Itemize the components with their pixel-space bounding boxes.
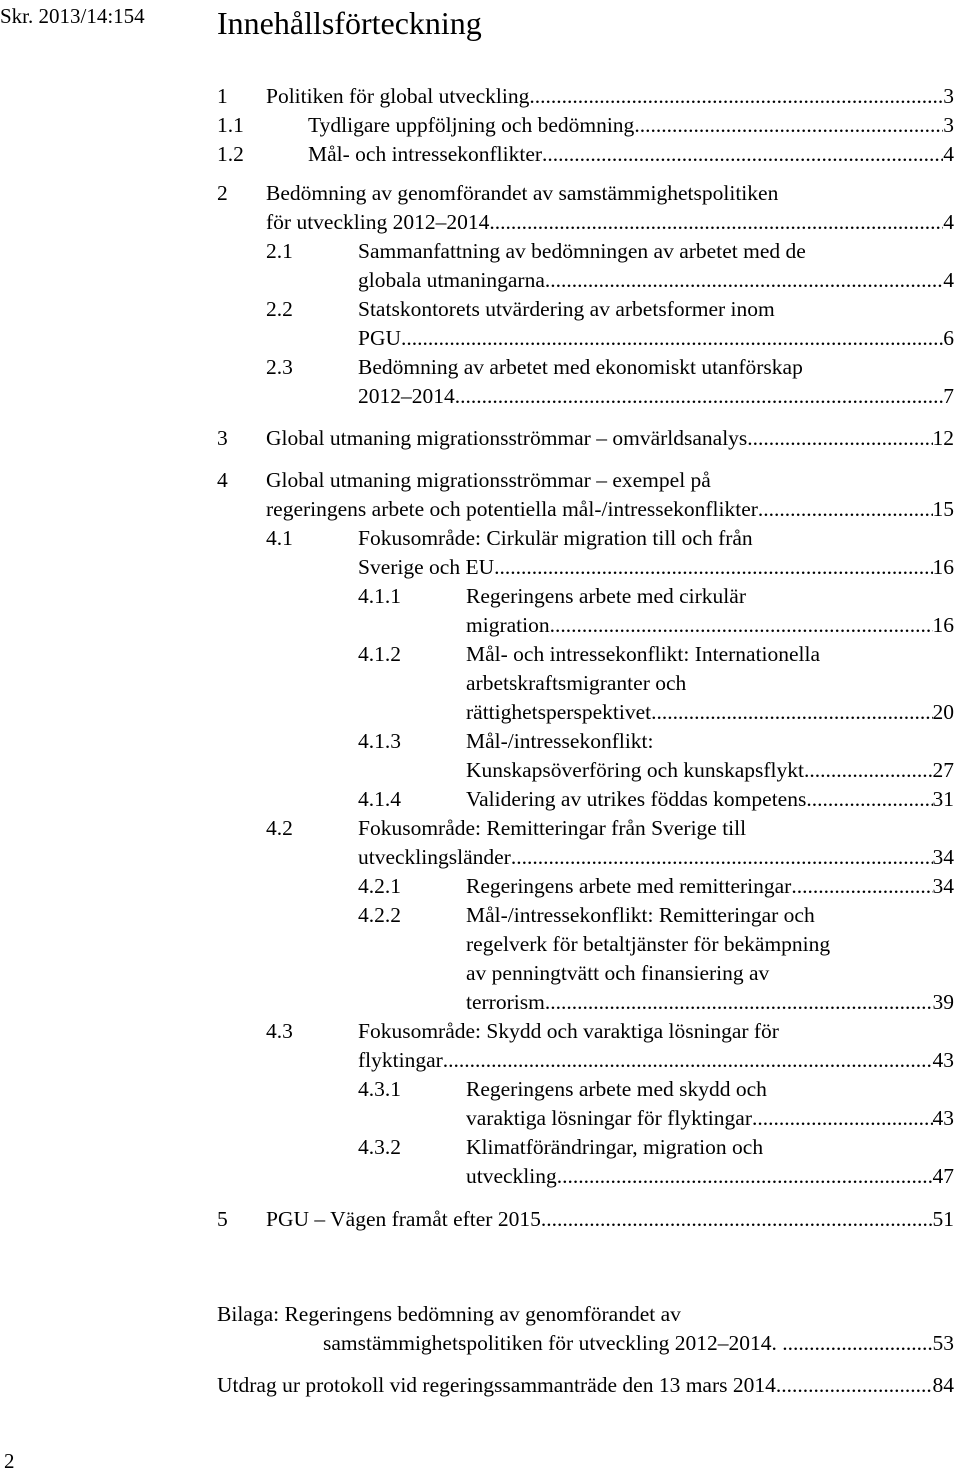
dot-leader bbox=[494, 553, 932, 582]
toc-entry-title: Utdrag ur protokoll vid regeringssammanträde den 13 mars 2014 bbox=[217, 1373, 776, 1397]
toc-entry-title: Mål-/intressekonflikt: bbox=[466, 729, 654, 753]
page-number: 2 bbox=[4, 1449, 15, 1473]
toc-entry-4-3[interactable] bbox=[266, 1017, 954, 1046]
toc-entry-title: 2012–2014 bbox=[358, 384, 455, 408]
dot-leader bbox=[788, 1329, 933, 1358]
toc-entry-2-2[interactable] bbox=[266, 295, 954, 324]
toc-entry-number: 2.2 bbox=[266, 297, 293, 321]
toc-entry-4-cont[interactable] bbox=[266, 495, 954, 524]
toc-entry-title: Kunskapsöverföring och kunskapsflykt bbox=[466, 758, 804, 782]
toc-entry-title: Global utmaning migrationsströmmar – omvärldsanalys bbox=[266, 426, 748, 450]
toc-page-number: 51 bbox=[932, 1207, 954, 1231]
toc-entry-number: 4.2.2 bbox=[358, 903, 401, 927]
dot-leader bbox=[401, 324, 943, 353]
toc-entry-1[interactable] bbox=[217, 82, 954, 111]
toc-entry-4-1-3-cont[interactable] bbox=[466, 756, 954, 785]
toc-page-number: 7 bbox=[943, 384, 954, 408]
toc-entry-number: 4.1.3 bbox=[358, 729, 401, 753]
toc-page-number: 53 bbox=[932, 1331, 954, 1355]
toc-page-number: 20 bbox=[932, 700, 954, 724]
dot-leader bbox=[804, 756, 933, 785]
toc-entry-number: 2 bbox=[217, 181, 228, 205]
toc-entry-title: PGU – Vägen framåt efter 2015 bbox=[266, 1207, 541, 1231]
toc-entry-title: utvecklingsländer bbox=[358, 845, 511, 869]
dot-leader bbox=[776, 1371, 933, 1400]
toc-entry-4-1[interactable] bbox=[266, 524, 954, 553]
dot-leader bbox=[791, 872, 932, 901]
toc-entry-title: Mål- och intressekonflikt: Internationella bbox=[466, 642, 821, 666]
dot-leader bbox=[752, 1104, 933, 1133]
document-reference: Skr. 2013/14:154 bbox=[0, 4, 145, 28]
toc-page-number: 4 bbox=[943, 268, 954, 292]
toc-entry-title: regelverk för betaltjänster för bekämpning bbox=[466, 932, 831, 956]
dot-leader bbox=[529, 82, 943, 111]
toc-entry-title: PGU bbox=[358, 326, 402, 350]
toc-entry-1-1[interactable] bbox=[217, 111, 954, 140]
toc-entry-title: utveckling bbox=[466, 1164, 557, 1188]
toc-entry-2-2-cont[interactable] bbox=[358, 324, 954, 353]
toc-entry-title: rättighetsperspektivet bbox=[466, 700, 652, 724]
toc-entry-number: 5 bbox=[217, 1207, 228, 1231]
toc-entry-title: arbetskraftsmigranter och bbox=[466, 671, 687, 695]
toc-entry-number: 4.3.1 bbox=[358, 1077, 401, 1101]
toc-entry-title: Fokusområde: Remitteringar från Sverige till bbox=[358, 816, 747, 840]
toc-page-number: 47 bbox=[932, 1164, 954, 1188]
toc-entry-title: Klimatförändringar, migration och bbox=[466, 1135, 764, 1159]
toc-entry-title: Statskontorets utvärdering av arbetsformer inom bbox=[358, 297, 775, 321]
dot-leader bbox=[747, 424, 932, 453]
toc-entry-4-1-3[interactable] bbox=[358, 727, 954, 756]
dot-leader bbox=[550, 611, 933, 640]
dot-leader bbox=[443, 1046, 933, 1075]
toc-page-number: 6 bbox=[943, 326, 954, 350]
dot-leader bbox=[634, 111, 943, 140]
toc-entry-4-3-2-cont[interactable] bbox=[466, 1162, 954, 1191]
toc-entry-number: 1 bbox=[217, 84, 228, 108]
toc-entry-4-1-1-cont[interactable] bbox=[466, 611, 954, 640]
dot-leader bbox=[541, 1205, 933, 1234]
toc-entry-number: 4 bbox=[217, 468, 228, 492]
toc-entry-title: Bilaga: Regeringens bedömning av genomförandet av bbox=[217, 1302, 681, 1326]
toc-entry-4-3-1-cont[interactable] bbox=[466, 1104, 954, 1133]
toc-entry-2-3[interactable] bbox=[266, 353, 954, 382]
toc-page-number: 43 bbox=[932, 1048, 954, 1072]
toc-entry-bilaga-cont[interactable] bbox=[323, 1329, 954, 1358]
toc-entry-bilaga[interactable] bbox=[217, 1300, 954, 1329]
toc-entry-number: 4.3.2 bbox=[358, 1135, 401, 1159]
toc-entry-title: Bedömning av genomförandet av samstämmighetspolitiken bbox=[266, 181, 779, 205]
toc-entry-number: 4.1.4 bbox=[358, 787, 401, 811]
toc-entry-title: Validering av utrikes föddas kompetens bbox=[466, 787, 807, 811]
toc-entry-4-3-1[interactable] bbox=[358, 1075, 954, 1104]
toc-page-number: 27 bbox=[932, 758, 954, 782]
dot-leader bbox=[511, 843, 933, 872]
toc-entry-number: 4.3 bbox=[266, 1019, 293, 1043]
toc-entry-title: terrorism bbox=[466, 990, 545, 1014]
toc-page-number: 15 bbox=[932, 497, 954, 521]
toc-entry-3[interactable] bbox=[217, 424, 954, 453]
toc-page-number: 4 bbox=[943, 210, 954, 234]
toc-entry-2-1[interactable] bbox=[266, 237, 954, 266]
toc-entry-number: 4.1 bbox=[266, 526, 293, 550]
toc-entry-number: 4.1.1 bbox=[358, 584, 401, 608]
toc-entry-4-1-2-cont2[interactable] bbox=[466, 698, 954, 727]
toc-entry-title: Sammanfattning av bedömningen av arbetet med de bbox=[358, 239, 806, 263]
toc-entry-4-1-2[interactable] bbox=[358, 640, 954, 669]
toc-entry-2-cont[interactable] bbox=[266, 208, 954, 237]
toc-entry-title: samstämmighetspolitiken för utveckling 2012–2014. . bbox=[323, 1331, 788, 1355]
toc-entry-2-3-cont[interactable] bbox=[358, 382, 954, 411]
toc-entry-number: 1.1 bbox=[217, 113, 244, 137]
toc-entry-title: Mål-/intressekonflikt: Remitteringar och bbox=[466, 903, 815, 927]
toc-entry-title: migration bbox=[466, 613, 550, 637]
dot-leader bbox=[455, 382, 944, 411]
toc-entry-title: Regeringens arbete med cirkulär bbox=[466, 584, 746, 608]
toc-entry-title: Tydligare uppföljning och bedömning bbox=[308, 113, 635, 137]
toc-entry-2[interactable] bbox=[217, 179, 954, 208]
toc-entry-4-2-2-cont3[interactable] bbox=[466, 988, 954, 1017]
toc-entry-number: 4.1.2 bbox=[358, 642, 401, 666]
toc-entry-title: av penningtvätt och finansiering av bbox=[466, 961, 770, 985]
toc-entry-4-1-4[interactable] bbox=[358, 785, 954, 814]
toc-page-number: 43 bbox=[932, 1106, 954, 1130]
toc-page-number: 3 bbox=[943, 113, 954, 137]
toc-entry-4-2-2[interactable] bbox=[358, 901, 954, 930]
toc-entry-title: regeringens arbete och potentiella mål-/intressekonflikter bbox=[266, 497, 758, 521]
toc-entry-4-3-cont[interactable] bbox=[358, 1046, 954, 1075]
page-title: Innehållsförteckning bbox=[217, 5, 482, 41]
toc-entry-4-3-2[interactable] bbox=[358, 1133, 954, 1162]
toc-entry-title: flyktingar bbox=[358, 1048, 443, 1072]
toc-entry-title: globala utmaningarna bbox=[358, 268, 545, 292]
toc-page-number: 12 bbox=[932, 426, 954, 450]
toc-page-number: 34 bbox=[932, 874, 954, 898]
toc-page-number: 84 bbox=[932, 1373, 954, 1397]
dot-leader bbox=[557, 1162, 933, 1191]
toc-entry-4[interactable] bbox=[217, 466, 954, 495]
toc-entry-title: Fokusområde: Skydd och varaktiga lösningar för bbox=[358, 1019, 779, 1043]
toc-entry-title: Mål- och intressekonflikter bbox=[308, 142, 543, 166]
toc-page-number: 16 bbox=[932, 613, 954, 637]
toc-entry-4-1-2-cont1[interactable] bbox=[466, 669, 954, 698]
toc-entry-1-2[interactable] bbox=[217, 140, 954, 169]
toc-entry-title: varaktiga lösningar för flyktingar bbox=[466, 1106, 752, 1130]
toc-entry-5[interactable] bbox=[217, 1205, 954, 1234]
toc-page-number: 4 bbox=[943, 142, 954, 166]
toc-entry-4-1-1[interactable] bbox=[358, 582, 954, 611]
dot-leader bbox=[542, 140, 943, 169]
dot-leader bbox=[545, 266, 943, 295]
toc-entry-title: Regeringens arbete med remitteringar bbox=[466, 874, 792, 898]
toc-entry-4-2-2-cont1[interactable] bbox=[466, 930, 954, 959]
toc-page-number: 3 bbox=[943, 84, 954, 108]
toc-entry-title: Global utmaning migrationsströmmar – exempel på bbox=[266, 468, 711, 492]
toc-entry-4-1-cont[interactable] bbox=[358, 553, 954, 582]
toc-page-number: 31 bbox=[932, 787, 954, 811]
toc-entry-4-2-1[interactable] bbox=[358, 872, 954, 901]
toc-entry-4-2[interactable] bbox=[266, 814, 954, 843]
toc-entry-number: 4.2 bbox=[266, 816, 293, 840]
toc-entry-title: Bedömning av arbetet med ekonomiskt utanförskap bbox=[358, 355, 803, 379]
toc-entry-number: 2.3 bbox=[266, 355, 293, 379]
dot-leader bbox=[651, 698, 932, 727]
toc-entry-number: 2.1 bbox=[266, 239, 293, 263]
toc-entry-title: Regeringens arbete med skydd och bbox=[466, 1077, 767, 1101]
dot-leader bbox=[545, 988, 933, 1017]
toc-page-number: 34 bbox=[932, 845, 954, 869]
toc-entry-title: Politiken för global utveckling bbox=[266, 84, 530, 108]
toc-entry-4-2-2-cont2[interactable] bbox=[466, 959, 954, 988]
toc-entry-title: Sverige och EU bbox=[358, 555, 495, 579]
toc-entry-number: 4.2.1 bbox=[358, 874, 401, 898]
toc-entry-4-2-cont[interactable] bbox=[358, 843, 954, 872]
toc-entry-title: för utveckling 2012–2014 bbox=[266, 210, 490, 234]
toc-page-number: 16 bbox=[932, 555, 954, 579]
dot-leader bbox=[806, 785, 932, 814]
toc-entry-title: Fokusområde: Cirkulär migration till och från bbox=[358, 526, 753, 550]
toc-entry-number: 1.2 bbox=[217, 142, 244, 166]
toc-entry-utdrag[interactable] bbox=[217, 1371, 954, 1400]
toc-entry-number: 3 bbox=[217, 426, 228, 450]
dot-leader bbox=[758, 495, 933, 524]
dot-leader bbox=[489, 208, 943, 237]
toc-entry-2-1-cont[interactable] bbox=[358, 266, 954, 295]
toc-page-number: 39 bbox=[932, 990, 954, 1014]
